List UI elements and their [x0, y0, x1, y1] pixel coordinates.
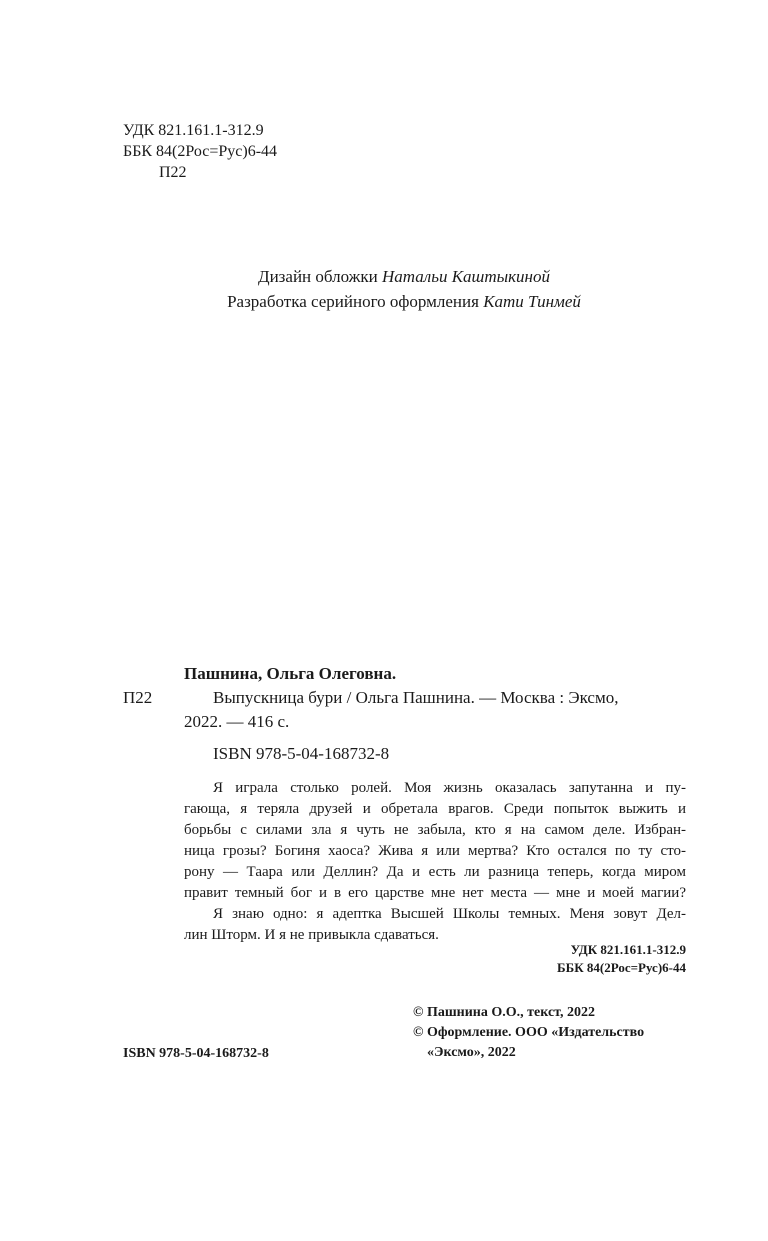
author-mark: П22: [159, 164, 187, 181]
isbn-bottom: ISBN 978-5-04-168732-8: [123, 1046, 269, 1061]
udk-code: УДК 821.161.1-312.9: [123, 122, 264, 139]
annotation-line: правит темный бог и в его царстве мне нет места — мне и моей магии?: [184, 885, 686, 901]
classification-top: [123, 120, 277, 183]
credits: [0, 264, 768, 314]
annotation: [184, 778, 686, 946]
copyright-publisher: «Эксмо», 2022: [427, 1045, 516, 1060]
annotation-line: лин Шторм. И я не привыкла сдаваться.: [184, 927, 439, 943]
cover-credit-label: Дизайн обложки: [257, 267, 383, 286]
cover-credit-name: Натальи Каштыкиной: [382, 267, 550, 286]
copyright-text: © Пашнина О.О., текст, 2022: [413, 1005, 595, 1020]
author-heading: Пашнина, Ольга Олеговна.: [184, 664, 397, 683]
udk-code-bottom: УДК 821.161.1-312.9: [570, 942, 686, 957]
annotation-line: ница грозы? Богиня хаоса? Жива я или мертва? Кто остался по ту сто-: [184, 843, 686, 859]
series-credit-label: Разработка серийного оформления: [227, 292, 484, 311]
series-credit: [0, 289, 768, 314]
cover-credit: [0, 264, 768, 289]
copyright-block: [413, 1003, 644, 1063]
title-line-2: 2022. — 416 с.: [184, 712, 290, 731]
annotation-line: Я играла столько ролей. Моя жизнь оказалась запутанна и пу-: [213, 780, 686, 796]
annotation-line: гающа, я теряла друзей и обретала врагов. Среди попыток выжить и: [184, 801, 686, 817]
isbn-record: ISBN 978-5-04-168732-8: [213, 744, 390, 763]
bbk-code-bottom: ББК 84(2Рос=Рус)6-44: [557, 960, 686, 975]
annotation-line: борьбы с силами зла я чуть не забыла, кто я на самом деле. Избран-: [184, 822, 686, 838]
bibliographic-mark: П22: [123, 688, 153, 707]
annotation-line: рону — Таара или Деллин? Да и есть ли разница теперь, когда миром: [184, 864, 686, 880]
series-credit-name: Кати Тинмей: [483, 292, 581, 311]
title-line-1: Выпускница бури / Ольга Пашнина. — Москва : Эксмо,: [213, 688, 619, 707]
classification-bottom: [486, 941, 686, 977]
annotation-line: Я знаю одно: я адептка Высшей Школы темных. Меня зовут Дел-: [213, 906, 686, 922]
copyright-design: © Оформление. ООО «Издательство: [413, 1025, 645, 1040]
bbk-code: ББК 84(2Рос=Рус)6-44: [123, 143, 278, 160]
